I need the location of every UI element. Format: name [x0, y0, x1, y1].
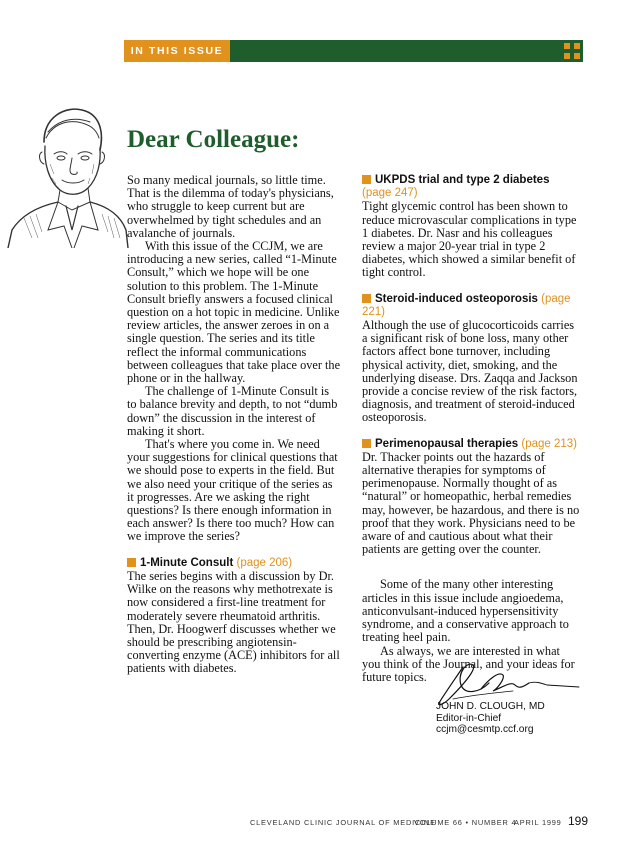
closing-paragraph: Some of the many other interesting articles in this issue include angioedema, anticonvulsant-induced hypersensitivity syndrome, and a conservative approach to treating heel pain.	[362, 577, 569, 645]
banner-label: IN THIS ISSUE	[124, 40, 230, 62]
page-footer	[250, 814, 589, 830]
footer-date: APRIL 1999	[514, 818, 562, 827]
section-title: Steroid-induced osteoporosis	[375, 292, 538, 305]
right-column	[362, 174, 580, 697]
section-text: Tight glycemic control has been shown to reduce microvascular complications in type 1 diabetes. Dr. Nasr and his colleagues review a major 20-year trial in type 2 diabetes, which showed a similar benefit of tight control.	[362, 199, 577, 280]
footer-journal: CLEVELAND CLINIC JOURNAL OF MEDICINE	[250, 818, 436, 827]
section-heading	[127, 557, 341, 570]
section-ukpds	[362, 174, 580, 280]
editor-name: JOHN D. CLOUGH, MD	[436, 701, 545, 712]
section-page-ref: (page 247)	[362, 187, 418, 200]
bullet-square-icon	[362, 175, 371, 184]
editor-portrait	[4, 98, 130, 248]
section-text: The series begins with a discussion by Dr. Wilke on the reasons why methotrexate is now considered a first-line treatment for moderately severe rheumatoid arthritis. Then, Dr. Hoogwerf discusses whether we should be prescribing angiotensin-converting enzyme (ACE) inhibitors for all patients with diabetes.	[127, 568, 340, 676]
section-title: UKPDS trial and type 2 diabetes	[375, 174, 550, 186]
section-perimenopausal	[362, 438, 580, 557]
section-page-ref: (page 206)	[236, 556, 293, 569]
handwritten-signature	[433, 659, 583, 707]
page-number: 199	[568, 814, 589, 828]
section-heading	[362, 174, 580, 200]
page-title: Dear Colleague:	[127, 126, 300, 153]
section-1-minute-consult	[127, 557, 341, 676]
closing-paragraph: As always, we are interested in what you think of the Journal, and your ideas for future topics.	[362, 643, 575, 684]
editor-role: Editor-in-Chief	[436, 712, 502, 724]
bullet-square-icon	[362, 294, 371, 303]
issue-banner	[124, 40, 564, 62]
section-page-ref: (page 213)	[521, 437, 577, 450]
signature-block	[436, 701, 545, 736]
intro-paragraph: The challenge of 1-Minute Consult is to balance brevity and depth, to not “dumb down” the discussion in the interest of making it short.	[127, 384, 338, 438]
intro-paragraph: That's where you come in. We need your suggestions for clinical questions that we should pose to experts in the field. But we also need your critique of the series as it progresses. Are we asking the right questions? Is there enough information in each answer? Is there too much? How can we improve the series?	[127, 437, 338, 544]
section-title: 1-Minute Consult	[140, 556, 234, 569]
footer-volume: VOLUME 66 • NUMBER 4	[414, 818, 517, 827]
intro-paragraph: With this issue of the CCJM, we are introducing a new series, called “1-Minute Consult,” which we hope will be one solution to this problem. The 1-Minute Consult briefly answers a focused clinical question on a hot topic in medicine. Unlike review articles, the answer zeroes in on a single question. The series and its title reflect the informal communications between colleagues that take place over the phone or in the hallway.	[127, 239, 341, 386]
section-title: Perimenopausal therapies	[375, 437, 519, 450]
section-osteoporosis	[362, 293, 580, 425]
bullet-square-icon	[362, 439, 371, 448]
editor-email: ccjm@cesmtp.ccf.org	[436, 724, 534, 736]
intro-letter	[127, 174, 341, 544]
section-text: Although the use of glucocorticoids carries a significant risk of bone loss, many other factors affect bone turnover, including physical activity, diet, smoking, and the underlying disease. Drs. Zaqqa and Jackson provide a concise review of the risk factors, diagnosis, and treatment of steroid-induced osteoporosis.	[362, 318, 578, 425]
cross-logo-icon	[561, 40, 583, 62]
intro-paragraph: So many medical journals, so little time. That is the dilemma of today's physicians, who struggle to keep current but are overwhelmed by tight schedules and an avalanche of journals.	[127, 173, 334, 240]
section-text: Dr. Thacker points out the hazards of alternative therapies for symptoms of perimenopause. Normally thought of as “natural” or homeopathic, herbal remedies may, however, be hazardous, and there is no proof that they work. Physicians need to be aware of and cautious about what their patients are getting over the counter.	[362, 449, 580, 557]
left-column	[127, 174, 341, 689]
bullet-square-icon	[127, 558, 136, 567]
section-page-ref: (page 221)	[362, 292, 571, 318]
section-heading	[362, 438, 580, 451]
section-heading	[362, 293, 580, 319]
